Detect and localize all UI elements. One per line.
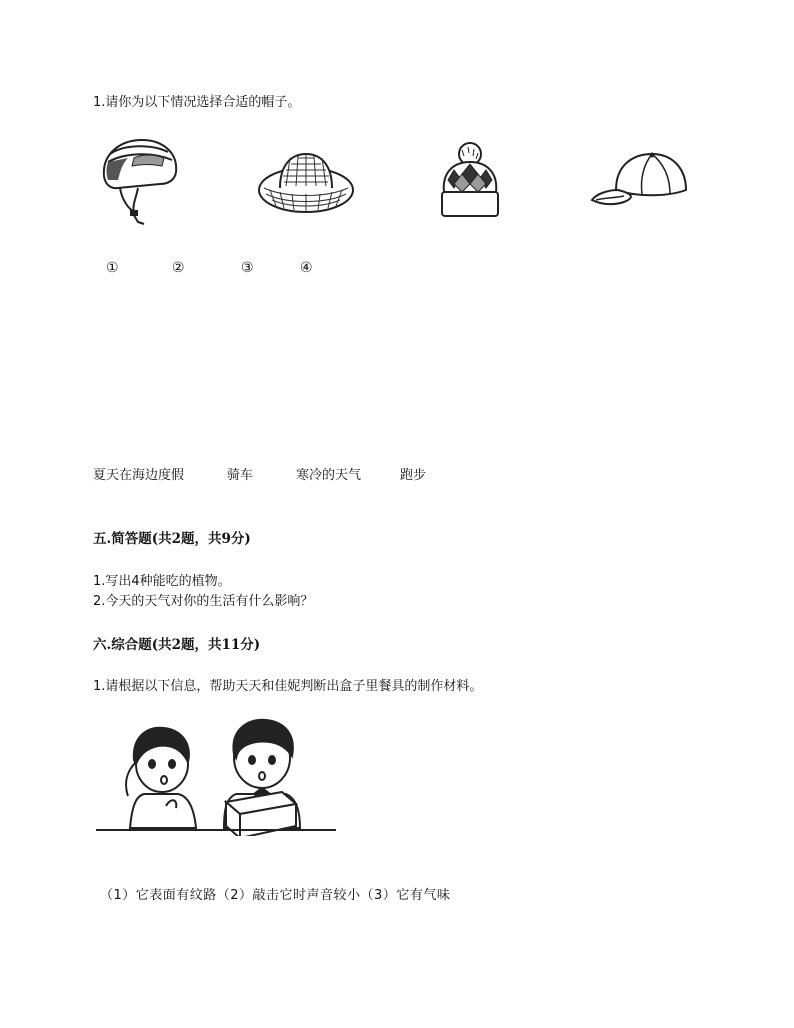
situation-cold-weather: 寒冷的天气 [296,468,362,483]
option-number-4: ④ [300,260,313,276]
section-5-heading: 五.简答题(共2题，共9分) [93,531,251,547]
section-6-prompt: 1.请根据以下信息，帮助天天和佳妮判断出盒子里餐具的制作材料。 [93,679,483,694]
section-6-heading: 六.综合题(共2题，共11分) [93,637,261,653]
option-number-3: ③ [241,260,254,276]
situation-beach: 夏天在海边度假 [93,468,185,483]
question-1-prompt: 1.请你为以下情况选择合适的帽子。 [93,95,301,110]
straw-hat-icon [256,150,356,216]
option-number-1: ① [106,260,119,276]
section-5-item-1: 1.写出4种能吃的植物。 [93,574,231,589]
situation-running: 跑步 [400,468,427,483]
baseball-cap-icon [590,150,690,212]
knit-hat-icon [438,140,502,222]
option-number-2: ② [172,260,185,276]
section-5-item-2: 2.今天的天气对你的生活有什么影响？ [93,594,314,609]
helmet-icon [98,136,182,228]
situation-cycling: 骑车 [227,468,254,483]
section-6-clues: （1）它表面有纹路（2）敲击它时声音较小（3）它有气味 [100,888,451,903]
children-with-box-illustration [96,714,340,836]
